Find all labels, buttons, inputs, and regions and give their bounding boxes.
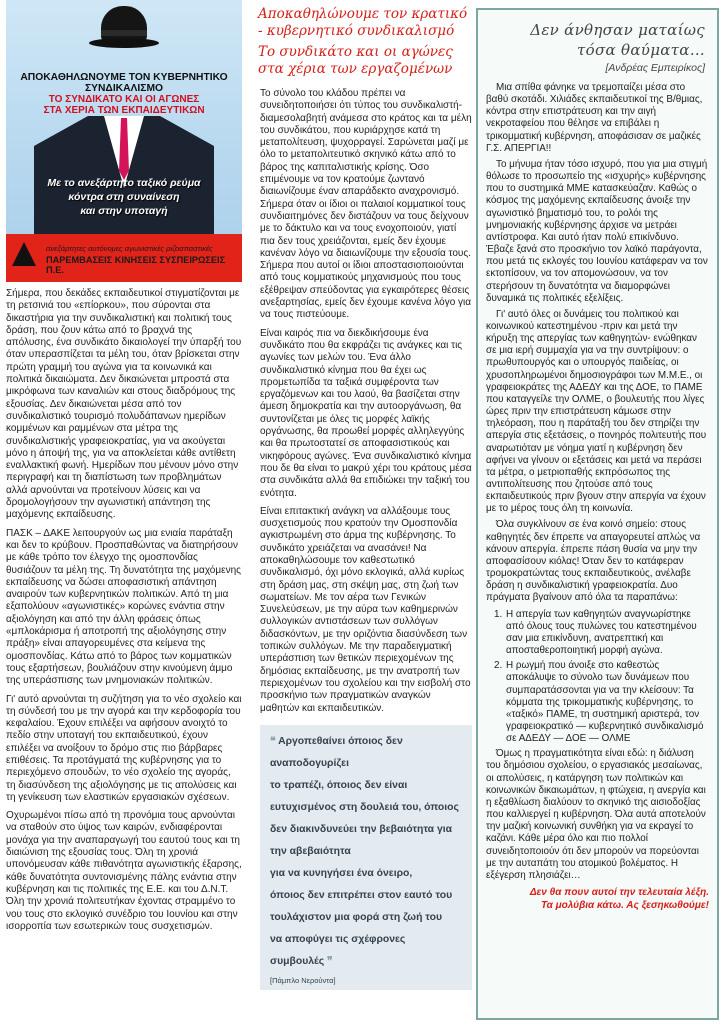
heading-line: Αποκαθηλώνουμε τον κρατικό - κυβερνητικό συνδικαλισμό <box>258 6 468 39</box>
paragraph: Σήμερα, που δεκάδες εκπαιδευτικοί στιγματίζονται με τη ρετσινιά του «επίορκου», που σύρονται στα δικαστήρια για την συνδικαλιστική και πολιτική τους δράση, που ζουν κάτω από το βραχνά της απόλυσης, ένα συνδικάτο δικαιολογεί την ύπαρξή του όταν υπερασπίζεται τα μέλη του, όταν βρίσκεται στην πρώτη γραμμή του αγώνα για τα κοινωνικά και πολιτικά δικαιώματα. Δεν δικαιώνεται μπροστά στα μικρόφωνα των καναλιών και στους διαδρόμους της εξουσίας. Δεν δικαιώνεται μέσα από τον συνδικαλιστικό τουρισμό πολυδάπανων ημερίδων κομμένων και ραμμένων στα μέτρα της συνδικαλιστικής γραφειοκρατίας, για να ακούγεται μόνο η άποψή της, για να αποκλείεται κάθε αντίθετη εναλλακτική φωνή. Ημερίδων που μένουν μόνο στην περιγραφή και τη διαπίστωση των προβλημάτων αλλά αρνούνται να προτείνουν λύσεις και να δρομολογήσουν την αγωνιστική απάντηση της μαχόμενης εκπαίδευσης. <box>6 288 242 521</box>
poster-title <box>10 72 238 116</box>
quote-line: αναποδογυρίζει <box>270 757 349 769</box>
paragraph: Γι' αυτό όλες οι δυνάμεις του πολιτικού και κοινωνικού κατεστημένου -πριν και μετά την κήρυξη της απεργίας των καθηγητών- ενώθηκαν σε μια ιερή συμμαχία για να την συντρίψουν: ο πρωθυπουργός και ο υπουργός παιδείας, οι χρυσοπληρωμένοι δημοσιογράφοι των Μ.Μ.Ε., οι γραφειοκράτες της ΑΔΕΔΥ και της ΔΟΕ, το ΠΑΜΕ που καταγγείλε την ΟΛΜΕ, ο βουλευτής που λίγες ώρες πριν την επιστράτευση κάμωσε στην τηλεόραση, που η παράταξή του δεν στηρίζει την απεργία στις εξετάσεις, ο πονηρός πολιτευτής που αναρωτιόταν με νόημα γιατί η κυβέρνηση δεν αφήνει να γίνουν οι εξετάσεις και μετά να περάσει τα μέτρα, ο μετριοπαθής εκπρόσωπος της αντιπολίτευσης που ζητούσε από τους εκπαιδευτικούς πριν βγουν στην απεργία να έχουν με το μέρος τους όλη τη κοινωνία. <box>486 308 707 515</box>
middle-article-body <box>252 88 472 715</box>
closing-line: Τα μολύβια κάτω. Ας ξεσηκωθούμε! <box>540 900 709 911</box>
left-column <box>6 0 242 939</box>
paragraph: Γι' αυτό αρνούνται τη συζήτηση για το νέο σχολείο και τη σύνδεσή του με την αγορά και την κερδοφορία του κεφαλαίου. Έχουν επιλέξει να αφήσουν ανοιχτό το πεδίο στην υποταγή του εκπαιδευτικού, έχουν επιλέξει να ανοίξουν το δρόμο στις πιο βάρβαρες επιθέσεις. Τα προτάγματά της κυβέρνησης για το περιεχόμενο σπουδών, το νέο σχολείο της αγοράς, τη διασύνδεση της αξιολόγησης με τις απολύσεις και τη γενίκευση των ελαστικών εργασιακών σχέσεων. <box>6 693 242 803</box>
paragraph: ΠΑΣΚ – ΔΑΚΕ λειτουργούν ως μια ενιαία παράταξη και δεν το κρύβουν. Προσπαθώντας να διατηρήσουν με κάθε τρόπο τον έλεγχο της ομοσπονδίας θυσιάζουν τα μέλη της. Τη δυνατότητα της μαχόμενης εκπαίδευσης να δώσει αποφασιστική απάντηση αναιρούν των κυβερνητικών πολιτικών. Από τη μια εξαπολύουν «αγωνιστικές» κορώνες ενάντια στην αξιολόγηση και από την άλλη φράσεις όπως «μπλοκάρισμα ή αποτροπή της αξιολόγησης στην πράξη» είναι απαγορευμένες στα κείμενα της ομοσπονδίας. Κάτω από το βάρος των κομματικών τους εξαρτήσεων, βουλιάζουν στην κινούμενη άμμο της υπεράσπισης των μνημονιακών πολιτικών. <box>6 527 241 687</box>
poster-footer <box>6 234 242 282</box>
paragraph: Είναι επιτακτική ανάγκη να αλλάξουμε τους συσχετισμούς που κρατούν την Ομοσπονδία αγκιστρωμένη στο άρμα της κυβέρνησης. Το συνδικάτο χρειάζεται να ανασάνει! Να αποκαθηλώσουμε τον καθεστωτικό συνδικαλισμό, όχι μόνο εκλογικά, αλλά κυρίως στη δράση μας, στη σκέψη μας, στη ζωή των σωματείων. Με τον αέρα των Γενικών Συνελεύσεων, με την αύρα των καθημερινών συλλογικών αντιστάσεων των συλλόγων διδασκόντων, με την οριζόντια διασύνδεση των τοπικών συλλόγων. Με την παραδειγματική υπεράσπιση των θετικών περιεχομένων της δημόσιας εκπαίδευσης, με την ανατροπή των περιεχομένων του σχολείου και την εισβολή στο προσκήνιο των πραγματικών αναγκών μαθητών και εκπαιδευτικών. <box>260 505 471 714</box>
heading-line: Το συνδικάτο και οι αγώνες στα χέρια των εργαζομένων <box>258 44 453 77</box>
list-item <box>494 660 709 745</box>
quote-line: για να κυνηγήσει ένα όνειρο, <box>270 867 413 879</box>
quote-line: ❝ Αργοπεθαίνει όποιος δεν <box>270 735 403 747</box>
quote-close-icon: ❞ <box>324 955 333 967</box>
article-attribution: [Ανδρέας Εμπειρίκος] <box>605 62 705 74</box>
paragraph: Μια σπίθα φάνηκε να τρεμοπαίζει μέσα στο βαθύ σκοτάδι. Χιλιάδες εκπαιδευτικοί της Β/θμιας, κόντρα στην επιστράτευση και την αιγή νεκροταφείου που θέλησε να επιβάλει η τρικομματική κυβέρνηση, αποφάσισαν σε μαζικές Γ.Σ. ΑΠΕΡΓΙΑ!! <box>486 82 703 154</box>
poster-slogan-line: κόντρα στη συναίνεση <box>68 191 180 203</box>
list-number: 1. <box>494 608 503 620</box>
quote-line: την αβεβαιότητα <box>270 845 351 857</box>
poster-slogan-line: Με το ανεξάρτητο ταξικό ρεύμα <box>47 177 201 189</box>
poster-title-main: ΑΠΟΚΑΘΗΛΩΝΟΥΜΕ ΤΟΝ ΚΥΒΕΡΝΗΤΙΚΟ ΣΥΝΔΙΚΑΛΙΣΜΟ <box>20 72 228 94</box>
title-line: τόσα θαύματα… <box>577 41 705 59</box>
right-boxed-article <box>476 8 719 1020</box>
quote-line: συμβουλές ❞ <box>270 955 333 967</box>
paragraph: Είναι καιρός πια να διεκδικήσουμε ένα συνδικάτο που θα εκφράζει τις ανάγκες και τις αγωνίες των μελών του. Ένα άλλο συνδικαλιστικό κίνημα που θα έχει ως προμετωπίδα τα ταξικά συμφέροντα των εργαζόμενων και του λαού, θα βασίζεται στην άμεση δημοκρατία και την αυτοοργάνωση, θα συντονίζεται με όλες τις μορφές λαϊκής οργάνωσης, θα προωθεί μορφές αλληλεγγύης και θα πρωτοστατεί σε αποφασιστικούς και νικηφόρους αγώνες. Ένα συνδικαλιστικό κίνημα που δε θα είναι το μακρύ χέρι του κράτους μέσα στα συνδικάτα αλλά θα επιδιώκει την ταξική του ενότητα. <box>260 327 472 499</box>
poster-slogan <box>16 176 232 218</box>
left-article-body <box>6 288 242 933</box>
closing-slogan <box>478 886 717 912</box>
quote-line: τουλάχιστον μια φορά στη ζωή του <box>270 911 443 923</box>
quote-line: ευτυχισμένος στη δουλειά του, όποιος <box>270 801 459 813</box>
quote-line: δεν διακινδυνεύει την βεβαιότητα για <box>270 823 453 835</box>
triangle-logo-icon <box>12 242 36 266</box>
title-line: Δεν άνθησαν ματαίως <box>530 21 705 39</box>
list-number: 2. <box>494 660 503 672</box>
quote-line: να αποφύγει τις σχέφρονες <box>270 933 406 945</box>
poster-title-sub1: ΤΟ ΣΥΝΔΙΚΑΤΟ ΚΑΙ ΟΙ ΑΓΩΝΕΣ <box>48 94 200 105</box>
paragraph: Το μήνυμα ήταν τόσο ισχυρό, που για μια στιγμή θόλωσε το προσωπείο της «ισχυρής» κυβέρνησης που το συστημικά ΜΜΕ κατασκεύαζαν. Καθώς ο κόσμος της μαχόμενης εκπαίδευσης άνοιξε την αγωνιστικό βηματισμό του, το ρολόι της μνημονιακής κυβέρνησης άρχισε να μετράει αντίστροφα. Και αυτό ήταν πολύ επικίνδυνο. Έβαζε ξανά στο προσκήνιο τον λαϊκό παράγοντα, που μετά τις εκλογές του Ιουνίου κατάφεραν να τον εκτοπίσουν, να τον απομονώσουν, να τον στερήσουν τη δυνατότητα να διαμορφώνει δυναμικά τις πολιτικές εξελίξεις. <box>486 158 708 304</box>
right-article-body <box>478 82 717 882</box>
list-text: Η ρωγμή που άνοιξε στο καθεστώς αποκάλυψε το σύνολο των δυνάμεων που συμπαρατάσσονται για να την κλείσουν: Τα κόμματα της τρικομματικής κυβέρνησης, το «ταξικό» ΠΑΜΕ, τη συστημική αριστερά, τον γραφειοκρατικό — κυβερνητικό συνδικαλισμό σε ΑΔΕΔΥ — ΔΟΕ — ΟΛΜΕ <box>506 660 704 745</box>
article-title <box>486 20 705 60</box>
paragraph: Όμως η πραγματικότητα είναι εδώ: η διάλυση του δημόσιου σχολείου, ο εργασιακός μεσαίωνας, οι απολύσεις, η κατάργηση των πολιτικών και κοινωνικών δικαιωμάτων, η φτώχεια, η ανεργία και η εξαθλίωση διαλύουν το σκηνικό της αισιοδοξίας που καλλιεργεί η κυβέρνηση. Όλα αυτά αποτελούν την μαζική κοινωνική συνθήκη για να εκραγεί το καζάνι. Κάθε μέρα όλο και πιο πολλοί συνειδητοποιούν ότι δεν μπορούν να πορεύονται με την αυταπάτη του ατομικού βολέματος. Η εξέγερση πλησιάζει… <box>486 748 706 881</box>
poster-slogan-line: και στην υποταγή <box>80 205 168 217</box>
middle-column <box>252 0 472 990</box>
list-text: Η απεργία των καθηγητών αναγνωρίστηκε από όλους τους πυλώνες του κατεστημένου σαν μια επικίνδυνη, ανατρεπτική και αποσταθεροποιητική μορφή αγώνα. <box>506 608 697 657</box>
bowler-hat-illustration <box>89 6 159 50</box>
pull-quote <box>260 725 472 990</box>
paragraph: Το σύνολο του κλάδου πρέπει να συνειδητοποιήσει ότι τύπος του συνδικαλιστή-διαμεσολαβητή ανάμεσα στο κράτος και τα μέλη του συνδικάτου, που κυριάρχησε κατά τη μεταπολίτευση, ψυχορραγεί. Σαρώνεται μαζί με όλο το μεταπολιτευτικό σκηνικό κάτω από το βάρος της καπιταλιστικής κρίσης. Όσο επιμένουμε να τον κρατούμε ζωντανό διαιωνίζουμε έναν απαράδεκτο αναχρονισμό. Σήμερα όταν οι ίδιοι οι παλαιοί κομματικοί τους συνδιαιτημόνες δεν διστάζουν να τους δείχνουν με το δάκτυλο και να τους ενοχοποιούν, γιατί πια δεν τους χρειάζονται, εμείς δεν έχουμε κανέναν λόγο να διαιωνίζουμε την εξουσία τους. Σήμερα που αυτοί οι ίδιοι αποστασιοποιούνται από τους κομματικούς μηχανισμούς που τους εξέθρεψαν σπεύδοντας για εγκαιρότερες θέσεις ανεξαρτησίας, εμείς δεν έχουμε κανένα λόγο για να τους πιστεύουμε. <box>260 88 472 321</box>
article-heading <box>252 6 472 78</box>
quote-line: το τραπέζι, όποιος δεν είναι <box>270 779 408 791</box>
paragraph: Όλα συγκλίνουν σε ένα κοινό σημείο: στους καθηγητές δεν έπρεπε να απαγορευτεί απλώς να κάνουν απεργία. έπρεπε πάση θυσία να μην την αποφασίσουν κιόλας! Όταν δεν το κατάφεραν τρομοκρατώντας τους εκπαιδευτικούς, ανέλαβε δράση η συνδικαλιστική γραφειοκρατία. Δυο πράγματα βγαίνουν από όλα τα παραπάνω: <box>486 519 701 604</box>
poster-title-sub2: ΣΤΑ ΧΕΡΙΑ ΤΩΝ ΕΚΠΑΙΔΕΥΤΙΚΩΝ <box>43 105 205 116</box>
paragraph: Οχυρωμένοι πίσω από τη προνόμια τους αρνούνται να σταθούν στο ύψος των καιρών, ενδιαφέρονται μονάχα για την αναπαραγωγή του εαυτού τους και τη διαιώνιση της εξουσίας τους. Όλη τη χρονιά υπονόμευσαν κάθε πιθανότητα αγωνιστικής έξαρσης, κάθε δυνατότητα συντονισμένης πάλης ενάντια στην κυβέρνηση και τις πολιτικές της Ε.Ε. και του Δ.Ν.Τ. Όλη την χρονιά πολιτευτήκαν έχοντας στραμμένο το νου τους στο εκλογικό συνέδριο του Ιουνίου και στην ισορροπία των εσωτερικών τους συσχετισμών. <box>6 810 242 932</box>
closing-line: Δεν θα πουν αυτοί την τελευταία λέξη. <box>529 887 709 898</box>
quote-line: όποιος δεν επιτρέπει στον εαυτό του <box>270 889 453 901</box>
numbered-list <box>486 609 709 746</box>
poster-footer-line: ανεξάρτητες αυτόνομες αγωνιστικές ριζοσπαστικές <box>46 244 213 253</box>
list-item <box>494 609 709 658</box>
quote-open-icon: ❝ <box>270 735 279 747</box>
quote-author: [Πάμπλο Νερούντα] <box>270 975 336 985</box>
campaign-poster <box>6 0 242 282</box>
poster-footer-line: ΠΑΡΕΜΒΑΣΕΙΣ ΚΙΝΗΣΕΙΣ ΣΥΣΠΕΙΡΩΣΕΙΣ Π.Ε. <box>46 255 226 275</box>
